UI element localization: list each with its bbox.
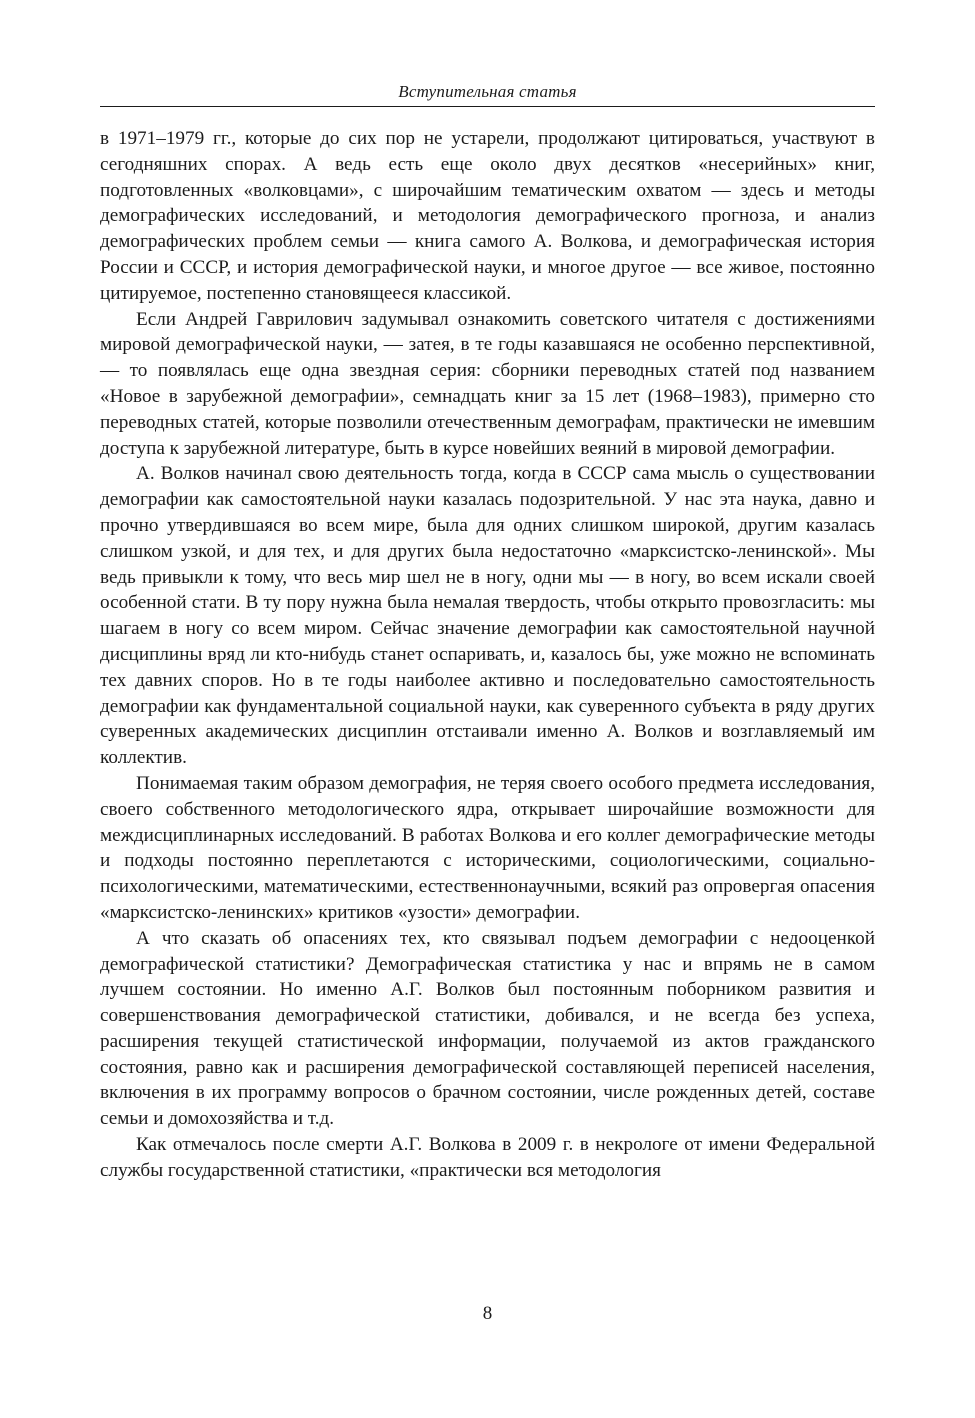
paragraph: А. Волков начинал свою деятельность тогда, когда в СССР сама мысль о существовании демографии как самостоятельной науки казалась подозрительной. У нас эта наука, давно и прочно утвердившаяся во всем мире, была для одних слишком широкой, другим казалась слишком узкой, и для тех, и для других была недостаточно «марксистско-ленинской». Мы ведь привыкли к тому, что весь мир шел не в ногу, одни мы — в ногу, во всем искали своей особенной стати. В ту пору нужна была немалая твердость, чтобы открыто провозгласить: мы шагаем в ногу со всем миром. Сейчас значение демографии как самостоятельной научной дисциплины вряд ли кто-нибудь станет оспаривать, и, казалось бы, уже можно не вспоминать тех давних споров. Но в те годы наиболее активно и последовательно самостоятельность демографии как фундаментальной социальной науки, как суверенного субъекта в ряду других суверенных академических дисциплин отстаивали именно А. Волков и возглавляемый им коллектив. <box>100 463 875 769</box>
paragraph: Понимаемая таким образом демография, не теряя своего особого предмета исследования, своего собственного методологического ядра, открывает широчайшие возможности для междисциплинарных исследований. В работах Волкова и его коллег демографические методы и подходы постоянно переплетаются с историческими, социологическими, социально-психологическими, математическими, естественнонаучными, всякий раз опровергая опасения «марксистско-ленинских» критиков «узости» демографии. <box>100 772 875 923</box>
running-head <box>100 78 875 107</box>
paragraph-last: Как отмечалось после смерти А.Г. Волкова в 2009 г. в некрологе от имени Федеральной службы государственной статистики, «практически вся методология <box>100 1134 875 1181</box>
body-text <box>100 126 875 1184</box>
paragraph-continued: в 1971–1979 гг., которые до сих пор не устарели, продолжают цитироваться, участвуют в сегодняшних спорах. А ведь есть еще около двух десятков «несерийных» книг, подготовленных «волковцами», с широчайшим тематическим охватом — здесь и методы демографических исследований, и методология демографического прогноза, и анализ демографических проблем семьи — книга самого А. Волкова, и демографическая история России и СССР, и история демографической науки, и многое другое — все живое, постоянно цитируемое, постепенно становящееся классикой. <box>100 128 875 304</box>
paragraph: Если Андрей Гаврилович задумывал ознакомить советского читателя с достижениями мировой демографической науки, — затея, в те годы казавшаяся не особенно перспективной, — то появлялась еще одна звездная серия: сборники переводных статей под названием «Новое в зарубежной демографии», семнадцать книг за 15 лет (1968–1983), примерно сто переводных статей, которые позволили отечественным демографам, практически не имевшим доступа к зарубежной литературе, быть в курсе новейших веяний в мировой демографии. <box>100 308 875 459</box>
paragraph: А что сказать об опасениях тех, кто связывал подъем демографии с недооценкой демографической статистики? Демографическая статистика у нас и впрямь не в самом лучшем состоянии. Но именно А.Г. Волков был постоянным поборником развития и совершенствования демографической статистики, добивался, и не всегда без успеха, расширения текущей статистической информации, получаемой из актов гражданского состояния, равно как и расширения демографической составляющей переписей населения, включения в их программу вопросов о брачном состоянии, числе рожденных детей, составе семьи и домохозяйства и т.д. <box>100 927 875 1130</box>
page-number: 8 <box>482 1303 493 1324</box>
running-head-title: Вступительная статья <box>398 82 577 101</box>
